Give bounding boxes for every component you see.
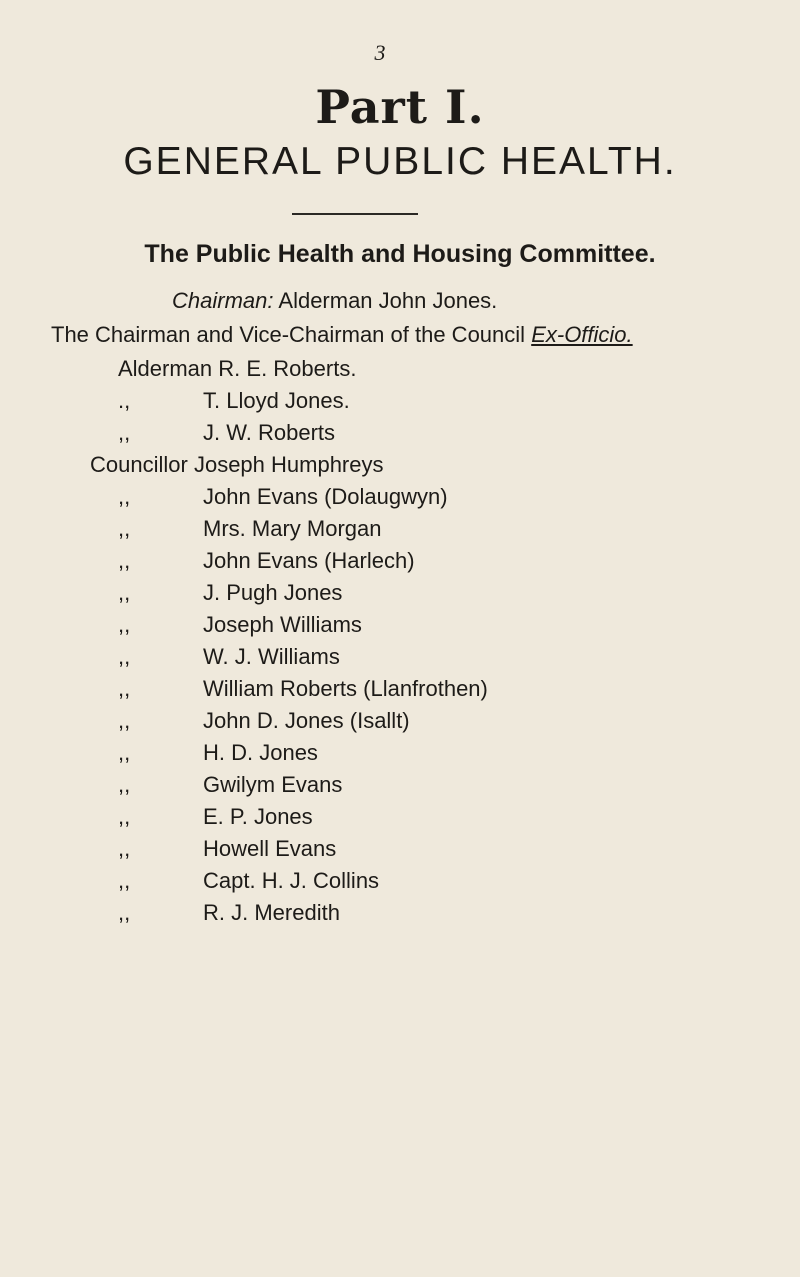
part-heading: Part I.	[315, 80, 485, 134]
chairman-line	[172, 288, 497, 314]
ditto-mark: ,,	[118, 804, 131, 829]
ditto-mark: ,,	[118, 836, 131, 861]
member-row	[118, 772, 738, 802]
member-row	[118, 580, 738, 610]
committee-title: The Public Health and Housing Committee.	[144, 240, 656, 268]
ditto-mark: ,,	[118, 612, 131, 637]
member-name: John Evans (Dolaugwyn)	[203, 484, 448, 509]
ditto-mark: ,,	[118, 516, 131, 541]
ex-officio-text: The Chairman and Vice-Chairman of the Council	[51, 322, 526, 347]
ditto-mark: ,,	[118, 484, 131, 509]
section-title: GENERAL PUBLIC HEALTH.	[123, 140, 677, 183]
ditto-mark: ,,	[118, 580, 131, 605]
ditto-mark: ,,	[118, 644, 131, 669]
chairman-label: Chairman:	[172, 288, 274, 313]
member-row	[118, 644, 738, 674]
ditto-mark: ,,	[118, 420, 131, 445]
alderman-first-name: R. E. Roberts.	[218, 356, 357, 381]
member-name: H. D. Jones	[203, 740, 318, 765]
ditto-mark: ,,	[118, 772, 131, 797]
member-name: T. Lloyd Jones.	[203, 388, 350, 413]
member-name: E. P. Jones	[203, 804, 313, 829]
member-row	[118, 548, 738, 578]
member-row	[118, 516, 738, 546]
member-name: John Evans (Harlech)	[203, 548, 415, 573]
member-name: W. J. Williams	[203, 644, 340, 669]
chairman-name: Alderman John Jones.	[278, 288, 498, 313]
member-name: William Roberts (Llanfrothen)	[203, 676, 488, 701]
member-row	[118, 804, 738, 834]
ditto-mark: ,,	[118, 676, 131, 701]
divider-rule	[292, 213, 418, 215]
member-row	[118, 708, 738, 738]
member-row	[118, 484, 738, 514]
alderman-title: Alderman	[118, 356, 213, 381]
ditto-mark: ,,	[118, 740, 131, 765]
ex-officio-line	[51, 322, 633, 348]
alderman-first-line	[118, 356, 356, 382]
councillor-first-line	[90, 452, 384, 478]
member-name: J. Pugh Jones	[203, 580, 343, 605]
ditto-mark: ,,	[118, 868, 131, 893]
member-row	[118, 612, 738, 642]
member-row	[118, 868, 738, 898]
member-row	[118, 420, 738, 450]
ex-officio-tag: Ex-Officio.	[531, 322, 633, 347]
member-row	[118, 740, 738, 770]
ditto-mark: ,,	[118, 548, 131, 573]
ditto-mark: ,,	[118, 900, 131, 925]
member-name: Mrs. Mary Morgan	[203, 516, 382, 541]
page-number: 3	[374, 40, 386, 65]
member-row	[118, 388, 738, 418]
member-row	[118, 676, 738, 706]
member-name: Howell Evans	[203, 836, 337, 861]
member-row	[118, 836, 738, 866]
councillor-title: Councillor	[90, 452, 188, 477]
member-name: J. W. Roberts	[203, 420, 336, 445]
ditto-mark: ,,	[118, 708, 131, 733]
member-row	[118, 900, 738, 930]
ditto-mark: .,	[118, 388, 131, 413]
councillor-first-name: Joseph Humphreys	[193, 452, 384, 477]
member-name: R. J. Meredith	[203, 900, 340, 925]
member-name: Gwilym Evans	[203, 772, 343, 797]
member-name: Capt. H. J. Collins	[203, 868, 380, 893]
member-name: John D. Jones (Isallt)	[203, 708, 410, 733]
member-name: Joseph Williams	[203, 612, 362, 637]
